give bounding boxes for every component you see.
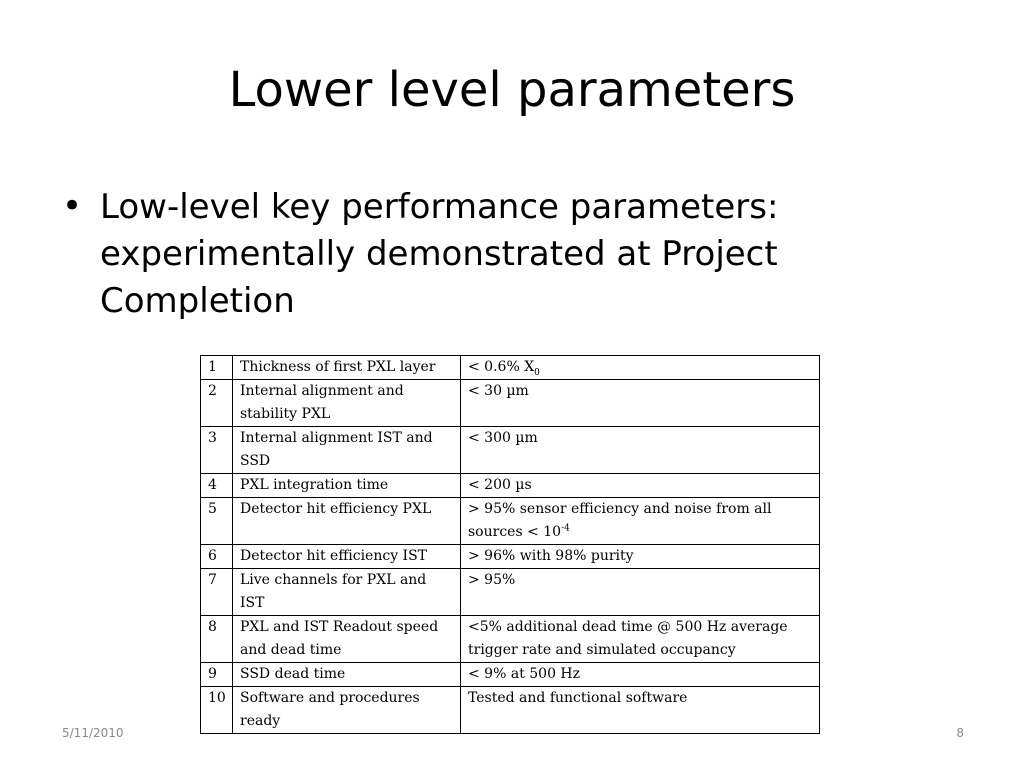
table-row xyxy=(201,498,820,545)
value-cell: Tested and functional software xyxy=(461,687,820,734)
value-text: < 0.6% X xyxy=(468,359,535,375)
parameter-line: SSD xyxy=(240,453,271,469)
page-number: 8 xyxy=(956,726,964,740)
value-superscript: -4 xyxy=(561,523,570,534)
bullet-text: Low-level key performance parameters: experimentally demonstrated at Project Completion xyxy=(100,187,779,321)
row-number: 7 xyxy=(201,569,233,616)
parameter-line: PXL and IST Readout speed xyxy=(240,619,439,635)
table-row xyxy=(201,616,820,663)
parameter-cell: Internal alignment and stability PXL xyxy=(233,380,461,427)
bullet-dot-icon: • xyxy=(62,186,83,226)
value-cell: > 95% xyxy=(461,569,820,616)
table-row xyxy=(201,545,820,569)
parameter-cell: Software and procedures ready xyxy=(233,687,461,734)
bullet-item xyxy=(62,184,882,325)
table-row xyxy=(201,356,820,380)
value-line: > 95% sensor efficiency and noise from all xyxy=(468,501,772,517)
value-line xyxy=(468,521,813,544)
parameter-cell xyxy=(233,616,461,663)
table-row xyxy=(201,380,820,427)
parameter-cell: Detector hit efficiency IST xyxy=(233,545,461,569)
row-number: 10 xyxy=(201,687,233,734)
parameter-cell xyxy=(233,427,461,474)
parameter-cell: Thickness of first PXL layer xyxy=(233,356,461,380)
parameter-line: and dead time xyxy=(240,642,342,658)
value-subscript: 0 xyxy=(534,367,540,378)
row-number: 6 xyxy=(201,545,233,569)
row-number: 8 xyxy=(201,616,233,663)
table-row xyxy=(201,687,820,734)
value-cell: > 96% with 98% purity xyxy=(461,545,820,569)
parameter-cell: SSD dead time xyxy=(233,663,461,687)
row-number: 9 xyxy=(201,663,233,687)
footer-date: 5/11/2010 xyxy=(62,726,124,740)
parameter-cell: PXL integration time xyxy=(233,474,461,498)
value-cell: < 9% at 500 Hz xyxy=(461,663,820,687)
slide-title: Lower level parameters xyxy=(228,62,796,118)
parameter-cell: Detector hit efficiency PXL xyxy=(233,498,461,545)
value-line: <5% additional dead time @ 500 Hz average xyxy=(468,619,788,635)
table-row xyxy=(201,427,820,474)
parameter-cell xyxy=(233,569,461,616)
parameter-line: Internal alignment IST and xyxy=(240,430,433,446)
parameters-table xyxy=(200,355,820,734)
table-row xyxy=(201,474,820,498)
value-line: trigger rate and simulated occupancy xyxy=(468,642,736,658)
value-cell: < 300 µm xyxy=(461,427,820,474)
value-cell xyxy=(461,356,820,380)
value-text: sources < 10 xyxy=(468,524,562,540)
table-row xyxy=(201,569,820,616)
row-number: 1 xyxy=(201,356,233,380)
parameter-line: Live channels for PXL and xyxy=(240,572,427,588)
row-number: 3 xyxy=(201,427,233,474)
value-cell: < 200 µs xyxy=(461,474,820,498)
table-row xyxy=(201,663,820,687)
row-number: 2 xyxy=(201,380,233,427)
row-number: 5 xyxy=(201,498,233,545)
row-number: 4 xyxy=(201,474,233,498)
value-cell xyxy=(461,616,820,663)
parameter-line: IST xyxy=(240,595,265,611)
value-cell: < 30 µm xyxy=(461,380,820,427)
value-cell xyxy=(461,498,820,545)
